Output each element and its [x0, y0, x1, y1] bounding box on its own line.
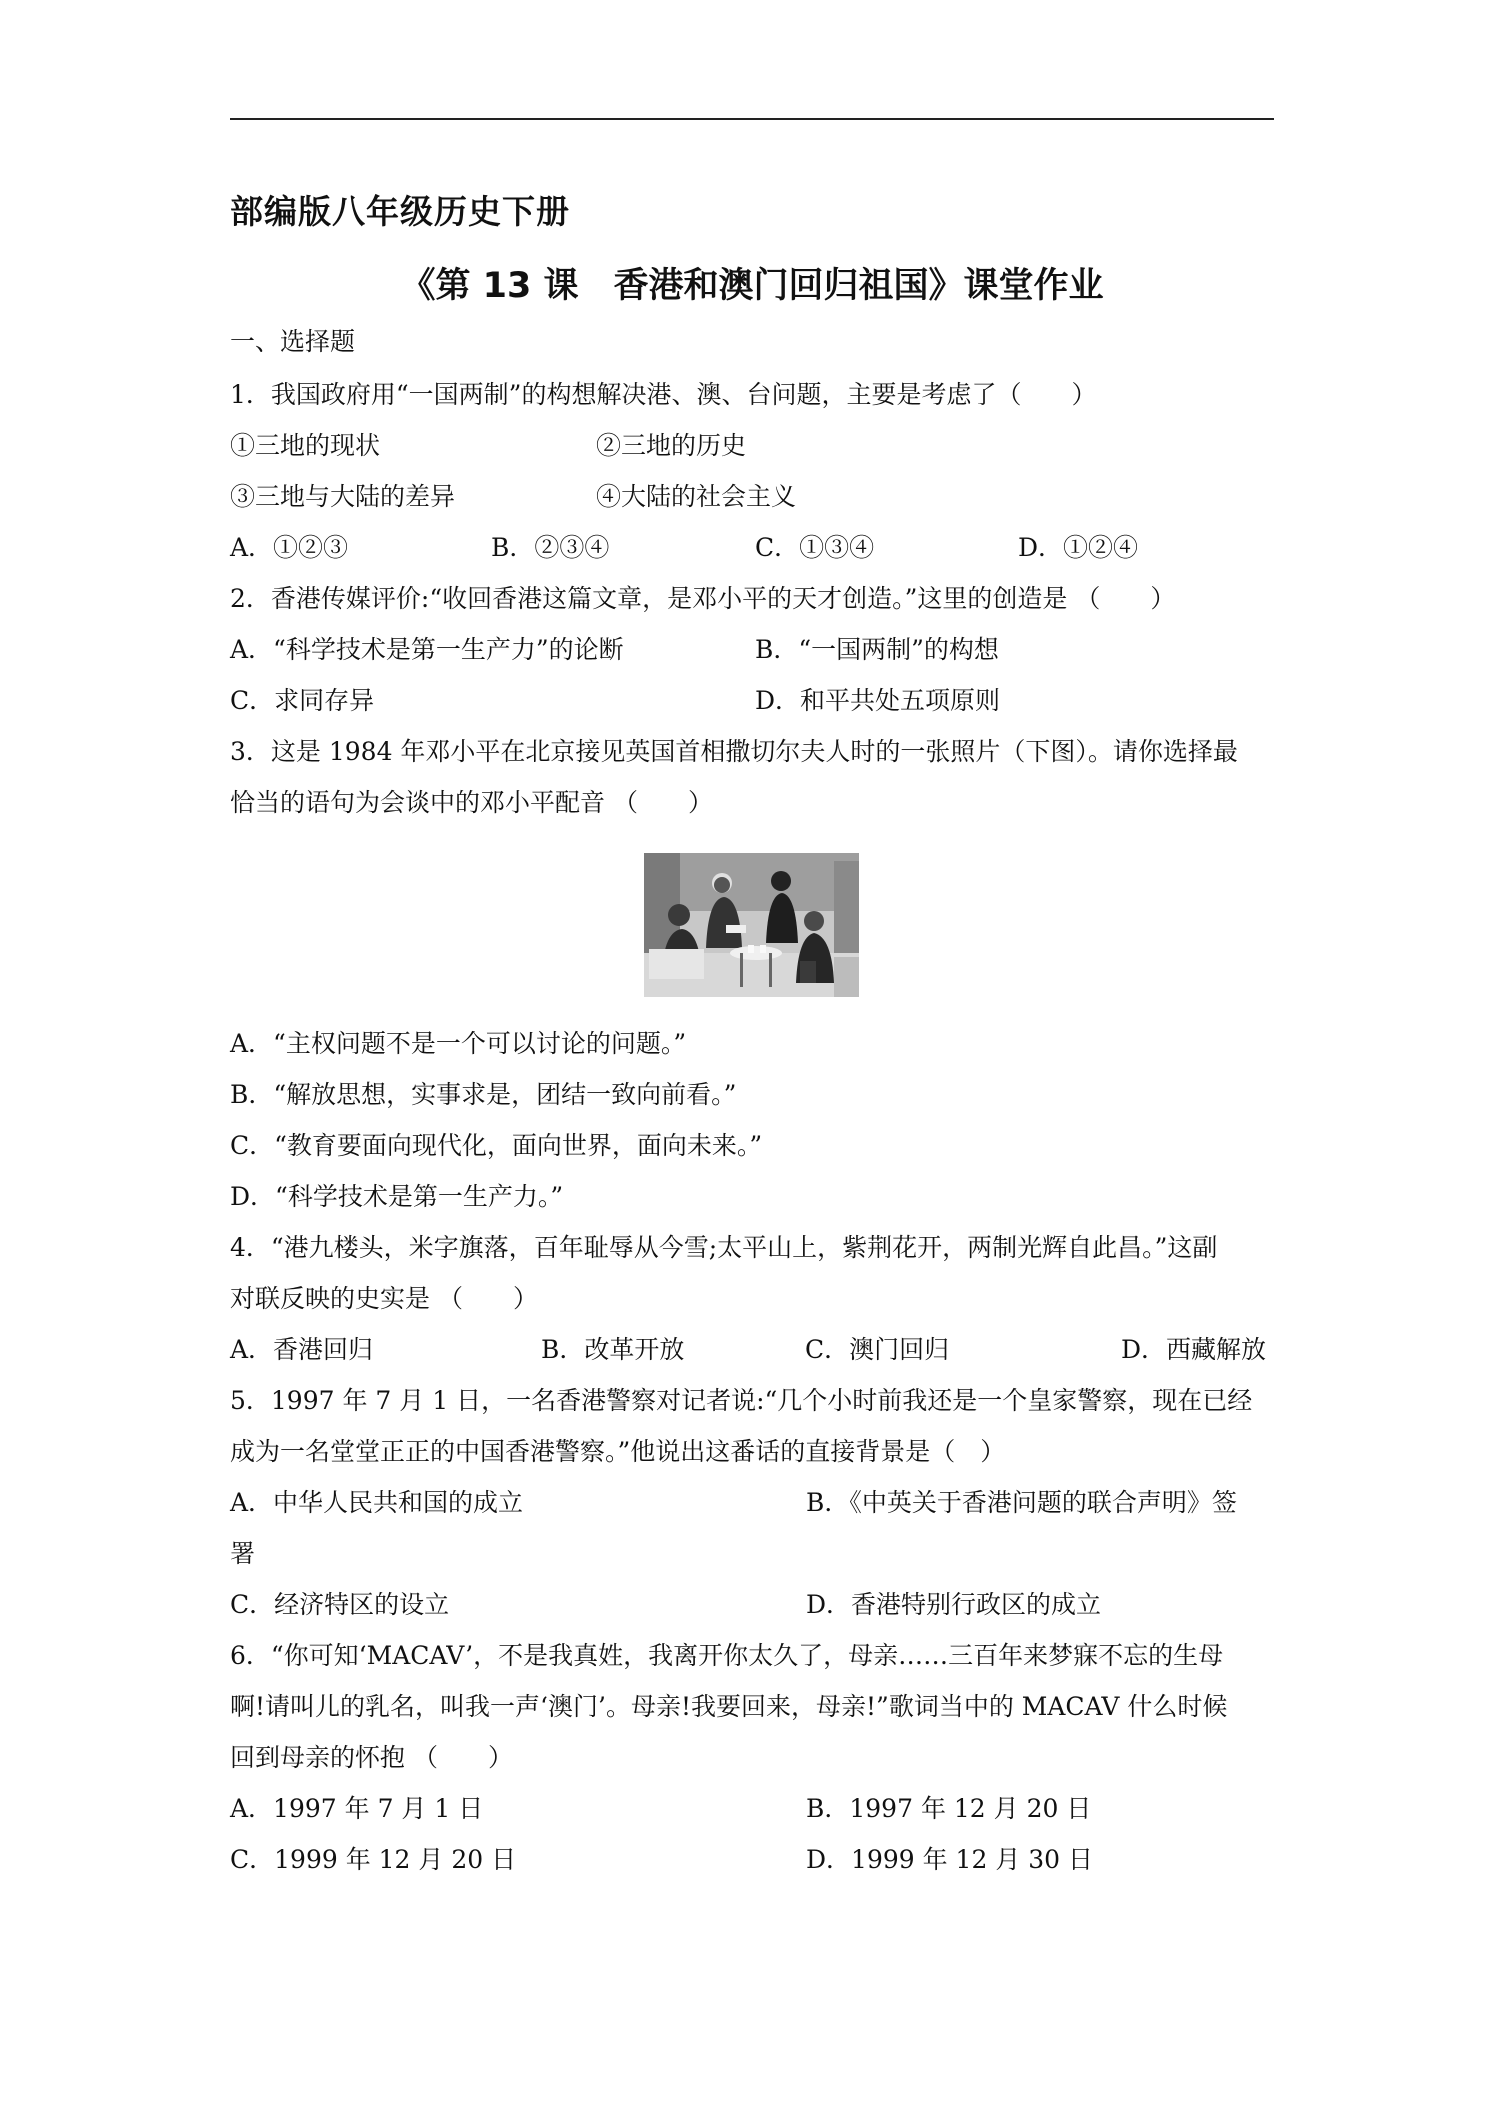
option-d: D．西藏解放 [1121, 1335, 1267, 1364]
option-b: B．“一国两制”的构想 [755, 635, 999, 664]
question-stem-line-1: 5．1997 年 7 月 1 日，一名香港警察对记者说:“几个小时前我还是一个皇家警察，现在已经 [230, 1386, 1253, 1415]
option-a: A．①②③ [230, 533, 349, 562]
question-stem-line-2: 恰当的语句为会谈中的邓小平配音 （ ） [230, 788, 713, 817]
statement-3: ③三地与大陆的差异 [230, 482, 456, 511]
question-stem-line-2: 对联反映的史实是 （ ） [230, 1284, 538, 1313]
option-c: C．1999 年 12 月 20 日 [230, 1845, 517, 1874]
statement-4: ④大陆的社会主义 [596, 482, 797, 511]
header-rule [230, 118, 1274, 120]
option-b: B．1997 年 12 月 20 日 [806, 1794, 1092, 1823]
option-b: B．②③④ [491, 533, 610, 562]
option-b: B．“解放思想，实事求是，团结一致向前看。” [230, 1080, 737, 1109]
page-title: 《第 13 课 香港和澳门回归祖国》课堂作业 [400, 266, 1104, 306]
option-d: D．①②④ [1018, 533, 1139, 562]
option-d: D．“科学技术是第一生产力。” [230, 1182, 564, 1211]
option-a: A．“主权问题不是一个可以讨论的问题。” [230, 1029, 687, 1058]
option-d: D．和平共处五项原则 [755, 686, 1001, 715]
question-stem-line-1: 4．“港九楼头，米字旗落，百年耻辱从今雪;太平山上，紫荆花开，两制光辉自此昌。”这副 [230, 1233, 1218, 1262]
option-b: B．改革开放 [541, 1335, 685, 1364]
option-d: D．1999 年 12 月 30 日 [806, 1845, 1094, 1874]
question-stem-line-1: 3．这是 1984 年邓小平在北京接见英国首相撒切尔夫人时的一张照片（下图）。请你选择最 [230, 737, 1238, 766]
option-a: A．“科学技术是第一生产力”的论断 [230, 635, 624, 664]
question-stem: 1．我国政府用“一国两制”的构想解决港、澳、台问题，主要是考虑了（ ） [230, 380, 1097, 409]
question-stem-line-1: 6．“你可知‘MACAV’，不是我真姓，我离开你太久了，母亲……三百年来梦寐不忘的生母 [230, 1641, 1224, 1670]
option-c: C．澳门回归 [805, 1335, 950, 1364]
statement-2: ②三地的历史 [596, 431, 747, 460]
option-b: B．《中英关于香港问题的联合声明》签 [806, 1488, 1237, 1517]
option-c: C．求同存异 [230, 686, 375, 715]
option-c: C．经济特区的设立 [230, 1590, 450, 1619]
question-stem: 2．香港传媒评价:“收回香港这篇文章，是邓小平的天才创造。”这里的创造是 （ ） [230, 584, 1176, 613]
option-c: C．“教育要面向现代化，面向世界，面向未来。” [230, 1131, 763, 1160]
option-a: A．香港回归 [230, 1335, 374, 1364]
section-heading: 一、选择题 [230, 327, 356, 356]
option-d: D．香港特别行政区的成立 [806, 1590, 1102, 1619]
option-a: A．1997 年 7 月 1 日 [230, 1794, 484, 1823]
option-b-continued: 署 [230, 1539, 256, 1568]
question-stem-line-2: 啊!请叫儿的乳名，叫我一声‘澳门’。母亲!我要回来，母亲!”歌词当中的 MACAV 什么时候 [230, 1692, 1228, 1721]
question-stem-line-3: 回到母亲的怀抱 （ ） [230, 1743, 513, 1772]
option-c: C．①③④ [755, 533, 875, 562]
question-stem-line-2: 成为一名堂堂正正的中国香港警察。”他说出这番话的直接背景是（ ） [230, 1437, 1006, 1466]
subject-heading: 部编版八年级历史下册 [230, 192, 570, 231]
statement-1: ①三地的现状 [230, 431, 381, 460]
meeting-photo [644, 853, 859, 997]
option-a: A．中华人民共和国的成立 [230, 1488, 524, 1517]
